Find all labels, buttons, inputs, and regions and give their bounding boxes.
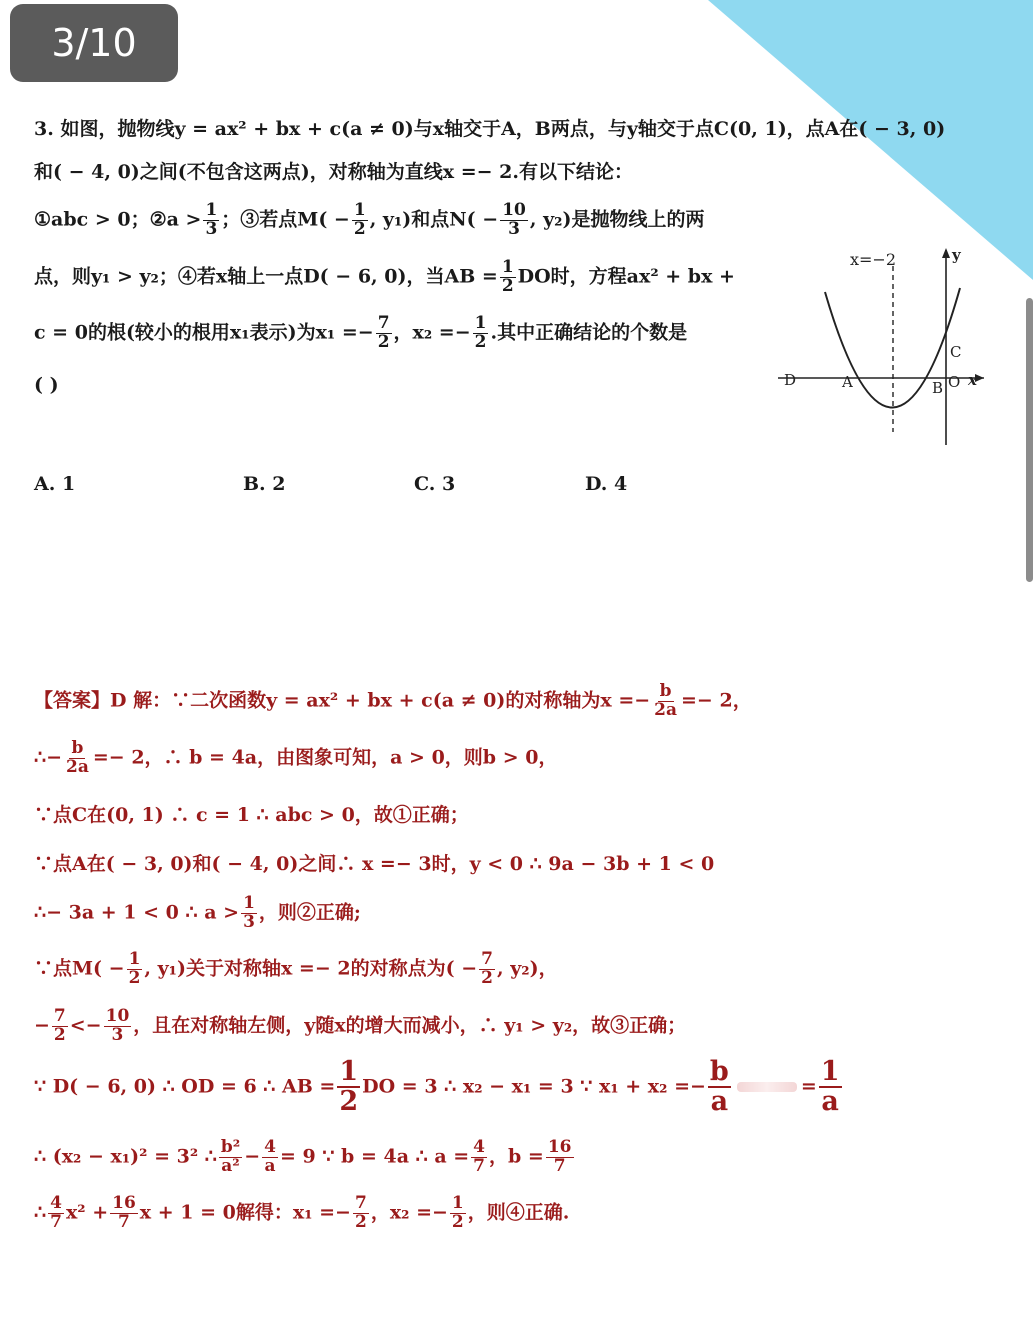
question-line-3: ①abc > 0；②a > $\frac{1}{3}$ ；③若点M( − $\frac{1}{2}$ , y₁)和点N( − $\frac{10}{3}$ , y₂)是抛物线上的两 — [34, 200, 705, 239]
fraction: $\frac{1}{2}$ — [339, 1056, 359, 1118]
fraction: $\frac{10}{3}$ — [502, 200, 526, 239]
answer-line-4: ∵点A在( − 3, 0)和( − 4, 0)之间∴ x =− 3时，y < 0 ∴ 9a − 3b + 1 < 0 — [34, 853, 715, 875]
fraction: $\frac{1}{3}$ — [205, 200, 218, 239]
choice-b[interactable]: B. 2 — [243, 473, 286, 495]
fraction: $\frac{b}{2a}$ — [654, 681, 678, 720]
point-b-label: B — [932, 379, 944, 397]
question-line-5: c = 0的根(较小的根用x₁表示)为x₁ =− $\frac{7}{2}$ ，x₂ =− $\frac{1}{2}$ .其中正确结论的个数是 — [34, 313, 688, 352]
point-a-label: A — [842, 373, 853, 391]
fraction: $\frac{7}{2}$ — [481, 949, 493, 988]
point-d-label: D — [784, 371, 797, 389]
answer-line-9: ∴ (x₂ − x₁)² = 3² ∴ $\frac{\text{b²}}{\text{a²}}$ − $\frac{4}{a}$ = 9 ∵ b = 4a ∴ a = $\frac{4}{7}$ ，b = $\frac{16}{7}$ — [34, 1137, 572, 1176]
point-c-label: C — [950, 343, 962, 361]
symmetry-axis-label: x=−2 — [850, 250, 897, 269]
choice-d[interactable]: D. 4 — [585, 473, 628, 495]
answer-line-8: ∵ D( − 6, 0) ∴ OD = 6 ∴ AB = $\frac{1}{2}$ DO = 3 ∴ x₂ − x₁ = 3 ∵ x₁ + x₂ =− $\frac{b}{a}$ = $\frac{1}{a}$ — [34, 1056, 840, 1118]
question-line-2: 和( − 4, 0)之间(不包含这两点)，对称轴为直线x =− 2.有以下结论： — [34, 161, 634, 183]
fraction: $\frac{1}{2}$ — [474, 313, 487, 352]
x-axis-label: x — [968, 371, 977, 389]
answer-line-6: ∵点M( − $\frac{1}{2}$ , y₁)关于对称轴x =− 2的对称点为( − $\frac{7}{2}$ , y₂)， — [34, 949, 558, 988]
fraction: $\frac{4}{7}$ — [50, 1193, 62, 1232]
choice-c[interactable]: C. 3 — [414, 473, 456, 495]
fraction: $\frac{1}{2}$ — [451, 1193, 464, 1232]
point-o-label: O — [948, 373, 961, 391]
y-axis-label: y — [952, 246, 961, 264]
page-counter-badge — [10, 4, 178, 82]
answer-line-2: ∴− $\frac{b}{2a}$ =− 2，∴ b = 4a，由图象可知，a > 0，则b > 0， — [34, 738, 558, 777]
blurred-region — [737, 1082, 797, 1092]
fraction: $\frac{1}{2}$ — [128, 949, 141, 988]
fraction: $\frac{1}{2}$ — [501, 257, 514, 296]
fraction: $\frac{16}{7}$ — [547, 1137, 572, 1176]
fraction: $\frac{1}{2}$ — [353, 200, 366, 239]
page-counter: 3/10 — [51, 21, 137, 65]
fraction: $\frac{1}{a}$ — [820, 1056, 840, 1118]
scrollbar[interactable] — [1026, 298, 1033, 582]
answer-line-5: ∴− 3a + 1 < 0 ∴ a > $\frac{1}{3}$ ，则②正确; — [34, 893, 361, 932]
y-axis-arrow — [942, 248, 950, 258]
question-line-1: 3. 如图，抛物线y = ax² + bx + c(a ≠ 0)与x轴交于A，B两点，与y轴交于点C(0, 1)，点A在( − 3, 0) — [34, 118, 946, 140]
answer-line-10: ∴ $\frac{4}{7}$ x² + $\frac{16}{7}$ x + 1 = 0解得：x₁ =− $\frac{7}{2}$ ，x₂ =− $\frac{1}{2}$ ，则④正确. — [34, 1193, 570, 1232]
answer-line-3: ∵点C在(0, 1) ∴ c = 1 ∴ abc > 0，故①正确； — [34, 804, 469, 826]
fraction: $\frac{4}{a}$ — [264, 1137, 276, 1176]
fraction: $\frac{7}{2}$ — [53, 1006, 66, 1045]
fraction: $\frac{1}{3}$ — [243, 893, 255, 932]
question-line-4: 点，则y₁ > y₂；④若x轴上一点D( − 6, 0)，当AB = $\frac{1}{2}$ DO时，方程ax² + bx + — [34, 257, 735, 296]
choice-a[interactable]: A. 1 — [34, 473, 76, 495]
fraction: $\frac{b}{a}$ — [709, 1056, 729, 1118]
fraction: $\frac{\text{b²}}{\text{a²}}$ — [220, 1137, 241, 1176]
parabola-graph — [772, 240, 992, 450]
question-line-6: ( ) — [34, 374, 59, 396]
fraction: $\frac{10}{3}$ — [105, 1006, 130, 1045]
fraction: $\frac{16}{7}$ — [112, 1193, 136, 1232]
fraction: $\frac{7}{2}$ — [377, 313, 390, 352]
fraction: $\frac{b}{2a}$ — [66, 738, 89, 777]
fraction: $\frac{7}{2}$ — [354, 1193, 367, 1232]
answer-line-1: 【答案】D 解：∵二次函数y = ax² + bx + c(a ≠ 0)的对称轴为x =− $\frac{b}{2a}$ =− 2， — [34, 681, 752, 720]
fraction: $\frac{4}{7}$ — [473, 1137, 486, 1176]
answer-line-7: − $\frac{7}{2}$ <− $\frac{10}{3}$ ，且在对称轴左侧，y随x的增大而减小，∴ y₁ > y₂，故③正确； — [34, 1006, 687, 1045]
